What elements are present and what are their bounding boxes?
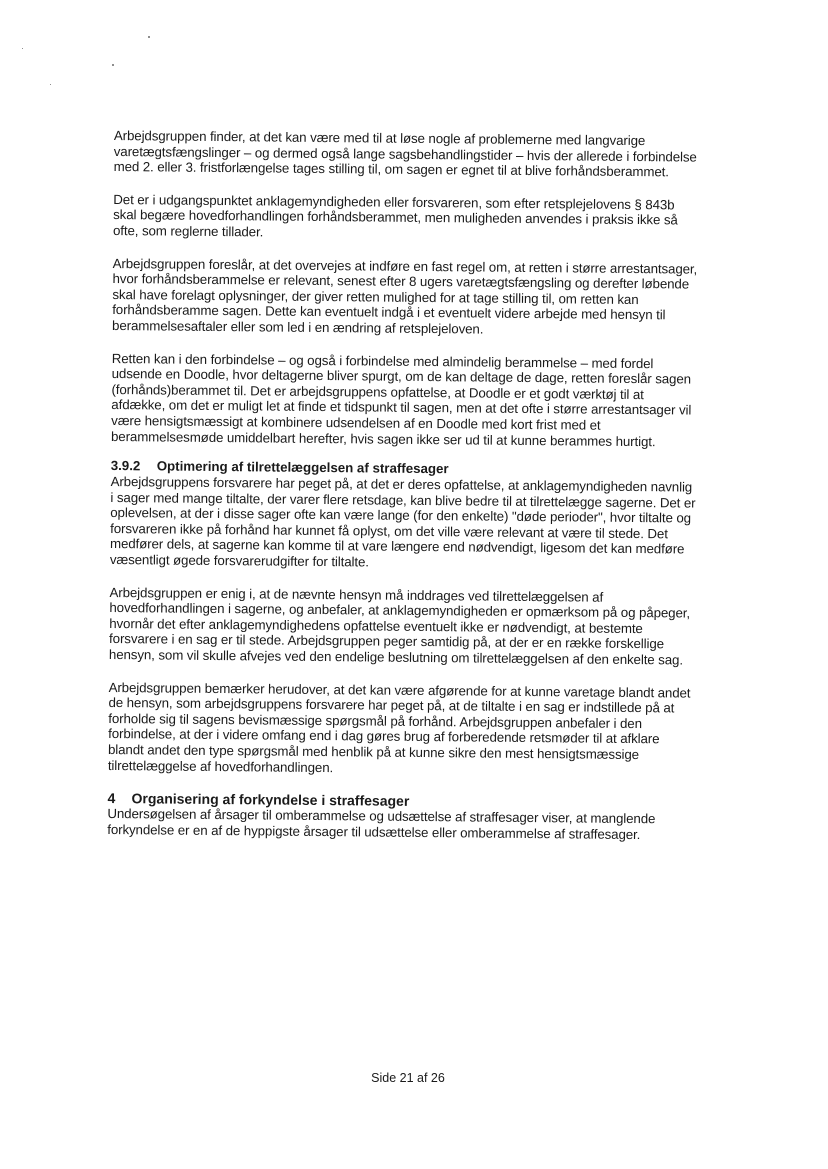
scan-speck: [50, 84, 51, 85]
body-paragraph: Undersøgelsen af årsager til omberammelse og udsættelse af straffesager viser, at manglende forkyndelse er en af de hyppigste årsager til udsættelse eller omberammelse af straffesager.: [107, 806, 656, 842]
body-paragraph: Arbejdsgruppen foreslår, at det overvejes at indføre en fast regel om, at retten i større arrestantsager, hvor forhåndsberammelse er relevant, senest efter 8 ugers varetægtsfængsling og derefter løbende skal have forelagt oplysninger, der giver retten mulighed for at tage stilling til, om retten kan forhåndsberamme sagen. Dette kan eventuelt indgå i et eventuelt videre arbejde med hensyn til berammelsesaftaler eller som led i en ændring af retsplejeloven.: [112, 255, 698, 337]
body-paragraph: Det er i udgangspunktet anklagemyndigheden eller forsvareren, som efter retsplejelovens § 843b skal begære hovedforhandlingen forhåndsberammet, men muligheden anvendes i praksis ikke så ofte, som reglerne tillader.: [112, 191, 678, 240]
body-paragraph: Retten kan i den forbindelse – og også i forbindelse med almindelig berammelse – med fordel udsende en Doodle, hvor deltagerne bliver spurgt, om de kan deltage de dage, retten foreslår sagen (forhånds)berammet til. Det er arbejdsgruppens opfattelse, at Doodle er et godt værktøj til at afdække, om det er muligt let at finde et tidspunkt til sagen, men at det ofte i større arrestantsager vil være hensigtsmæssigt at kombinere udsendelsen af en Doodle med kort frist med et berammelsesmøde umiddelbart herefter, hvis sagen ikke ser ud til at kunne berammes hurtigt.: [110, 350, 692, 449]
body-paragraph: Arbejdsgruppen finder, at det kan være med til at løse nogle af problemerne med langvarige varetægtsfængslinger – og dermed også lange sagsbehandlingstider – hvis der allerede i forbindelse med 2. eller 3. fristforlængelse tages stilling til, om sagen er egnet til at blive forhåndsberammet.: [113, 128, 697, 180]
section-number: 4: [107, 790, 116, 807]
scan-speck: [148, 36, 150, 38]
section-title: Organisering af forkyndelse i straffesager: [131, 790, 410, 810]
scan-speck: [22, 48, 23, 49]
body-paragraph: Arbejdsgruppen er enig i, at de nævnte hensyn må inddrages ved tilrettelæggelsen af hovedforhandlingen i sagerne, og anbefaler, at anklagemyndigheden er opmærksom på og påpeger, hvornår det efter anklagemyndighedens opfattelse eventuelt ikke er nødvendigt, at bestemte forsvarere i en sag er til stede. Arbejdsgruppen peger samtidig på, at der er en række forskellige hensyn, som vil skulle afvejes ved den endelige beslutning om tilrettelæggelsen af den enkelte sag.: [108, 584, 691, 668]
section-title: Optimering af tilrettelæggelsen af straffesager: [156, 458, 449, 477]
body-paragraph: Arbejdsgruppen bemærker herudover, at det kan være afgørende for at kunne varetage blandt andet de hensyn, som arbejdsgruppens forsvarere har peget på, at de tiltalte i en sag er indstillede på at forholde sig til sagens bevismæssige spørgsmål på forhånd. Arbejdsgruppen anbefaler i den forbindelse, at der i videre omfang end i dag gøres brug af forberedende retsmøder til at afklare blandt andet den type spørgsmål med henblik på at kunne sikre den mest hensigtsmæssige tilrettelæggelse af hovedforhandlingen.: [107, 679, 691, 775]
page-footer: [0, 1071, 828, 1085]
section-number: 3.9.2: [110, 458, 141, 474]
scan-speck: [112, 64, 114, 66]
page-number: Side 21 af 26: [371, 1071, 445, 1085]
body-paragraph: Arbejdsgruppens forsvarere har peget på, at det er deres opfattelse, at anklagemyndigheden navnlig i sager med mange tiltalte, der varer flere retsdage, kan blive bedre til at tilrettelægge sagerne. Det er oplevelsen, at der i disse sager ofte kan være lange (for den enkelte) "døde perioder", hvor tiltalte og forsvareren ikke på forhånd har kunnet få oplyst, om det ville være relevant at være til stede. Det medfører dels, at sagerne kan komme til at vare længere end nødvendigt, ligesom det kan medføre væsentligt øgede forsvarerudgifter for tiltalte.: [109, 474, 696, 570]
document-body: [107, 128, 700, 843]
